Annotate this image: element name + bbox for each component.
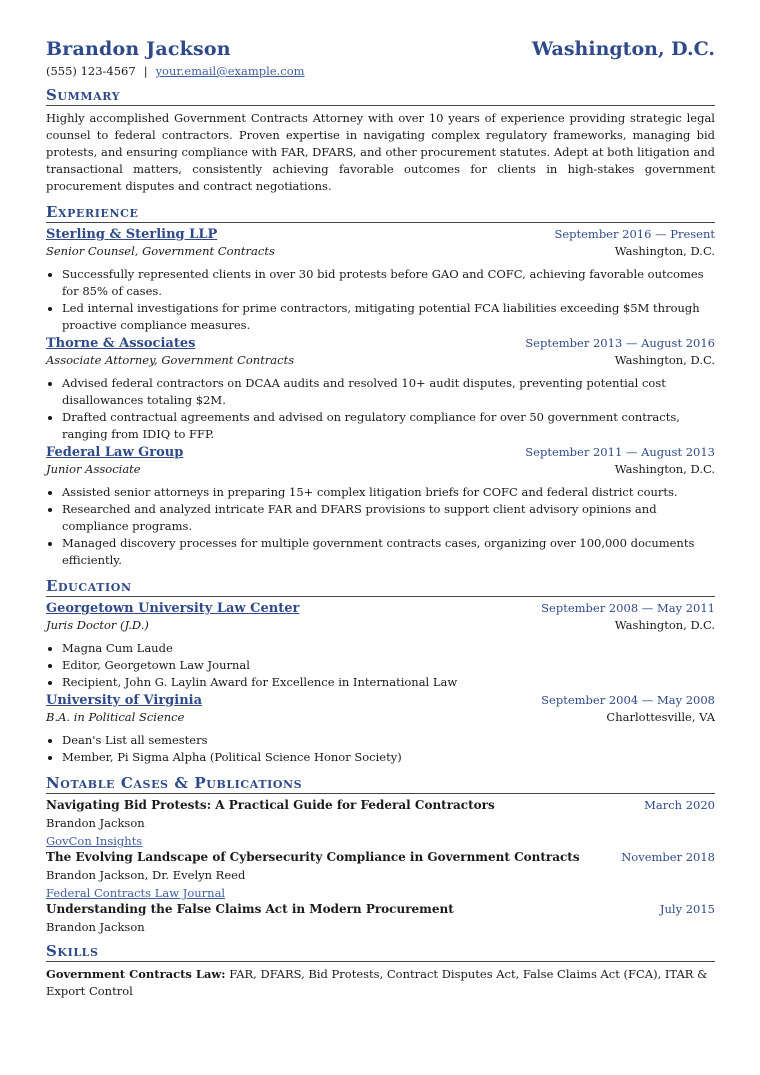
achievement-item: • Successfully represented clients in over 30 bid protests before GAO and COFC, achieving favorable outcomes for 85% of cases. <box>62 266 715 300</box>
school-location: Washington, D.C. <box>614 618 715 632</box>
job-location: Washington, D.C. <box>614 462 715 476</box>
section-title-skills: Skills <box>46 942 715 962</box>
section-title-education: Education <box>46 577 715 597</box>
honors-list <box>46 640 715 691</box>
achievement-list <box>46 375 715 443</box>
summary-text: Highly accomplished Government Contracts Attorney with over 10 years of experience providing strategic legal counsel to federal contractors. Proven expertise in navigating complex regulatory frameworks, managing bid protests, and ensuring compliance with FAR, DFARS, and other procurement statutes. Adept at both litigation and transactional matters, consistently achieving favorable outcomes for clients in high-stakes government procurement disputes and contract negotiations. <box>46 111 715 193</box>
experience-entry <box>46 336 715 443</box>
honor-item: • Dean's List all semesters <box>62 732 715 749</box>
publication-date: March 2020 <box>644 798 715 812</box>
skills-line <box>46 966 715 1000</box>
employment-dates: September 2013 — August 2016 <box>525 336 715 350</box>
experience-entry <box>46 445 715 569</box>
job-title: Senior Counsel, Government Contracts <box>46 244 275 258</box>
publication-title: Navigating Bid Protests: A Practical Guide for Federal Contractors <box>46 798 495 812</box>
publication-venue-link[interactable]: GovCon Insights <box>46 834 143 848</box>
candidate-name: Brandon Jackson <box>46 38 231 60</box>
achievement-item: • Advised federal contractors on DCAA audits and resolved 10+ audit disputes, preventing potential cost disallowances totaling $2M. <box>62 375 715 409</box>
publication-entry <box>46 798 715 848</box>
publications-section <box>46 774 715 934</box>
publication-entry <box>46 850 715 900</box>
school-location: Charlottesville, VA <box>606 710 715 724</box>
school-link[interactable]: Georgetown University Law Center <box>46 601 300 616</box>
education-section <box>46 577 715 766</box>
achievement-item: • Researched and analyzed intricate FAR and DFARS provisions to support client advisory opinions and compliance programs. <box>62 501 715 535</box>
education-entry <box>46 693 715 766</box>
skills-list: FAR, DFARS, Bid Protests, Contract Disputes Act, False Claims Act (FCA), ITAR & Export Control <box>46 967 708 998</box>
contact-line <box>46 64 715 78</box>
publication-title: Understanding the False Claims Act in Modern Procurement <box>46 902 454 916</box>
experience-entry <box>46 227 715 334</box>
achievement-item: • Assisted senior attorneys in preparing 15+ complex litigation briefs for COFC and federal district courts. <box>62 484 715 501</box>
honor-item: • Magna Cum Laude <box>62 640 715 657</box>
publication-entry <box>46 902 715 934</box>
degree: Juris Doctor (J.D.) <box>46 618 149 632</box>
publication-venue-link[interactable]: Federal Contracts Law Journal <box>46 886 226 900</box>
section-title-experience: Experience <box>46 203 715 223</box>
degree: B.A. in Political Science <box>46 710 185 724</box>
contact-separator: | <box>143 64 148 78</box>
experience-section <box>46 203 715 569</box>
skills-section <box>46 942 715 1000</box>
section-title-publications: Notable Cases & Publications <box>46 774 715 794</box>
school-link[interactable]: University of Virginia <box>46 693 203 708</box>
job-title: Associate Attorney, Government Contracts <box>46 353 295 367</box>
publication-date: July 2015 <box>659 902 715 916</box>
email-link[interactable]: your.email@example.com <box>155 64 305 78</box>
honors-list <box>46 732 715 766</box>
resume-header <box>46 38 715 60</box>
education-dates: September 2008 — May 2011 <box>541 601 715 615</box>
achievement-item: • Drafted contractual agreements and advised on regulatory compliance for over 50 government contracts, ranging from IDIQ to FFP. <box>62 409 715 443</box>
resume-page <box>46 38 715 1000</box>
achievement-item: • Led internal investigations for prime contractors, mitigating potential FCA liabilities exceeding $5M through proactive compliance measures. <box>62 300 715 334</box>
header-location: Washington, D.C. <box>531 38 715 60</box>
education-entry <box>46 601 715 691</box>
employer-link[interactable]: Federal Law Group <box>46 445 184 460</box>
job-location: Washington, D.C. <box>614 353 715 367</box>
honor-item: • Member, Pi Sigma Alpha (Political Science Honor Society) <box>62 749 715 766</box>
achievement-list <box>46 266 715 334</box>
employment-dates: September 2011 — August 2013 <box>525 445 715 459</box>
employment-dates: September 2016 — Present <box>554 227 715 241</box>
phone-number: (555) 123-4567 <box>46 64 136 78</box>
honor-item: • Recipient, John G. Laylin Award for Excellence in International Law <box>62 674 715 691</box>
employer-link[interactable]: Sterling & Sterling LLP <box>46 227 218 242</box>
achievement-list <box>46 484 715 569</box>
skills-category: Government Contracts Law: <box>46 967 226 981</box>
summary-section <box>46 86 715 195</box>
job-title: Junior Associate <box>46 462 141 476</box>
publication-authors: Brandon Jackson <box>46 816 145 830</box>
publication-authors: Brandon Jackson <box>46 920 145 934</box>
publication-authors: Brandon Jackson, Dr. Evelyn Reed <box>46 868 246 882</box>
job-location: Washington, D.C. <box>614 244 715 258</box>
education-dates: September 2004 — May 2008 <box>541 693 715 707</box>
section-title-summary: Summary <box>46 86 715 106</box>
publication-title: The Evolving Landscape of Cybersecurity Compliance in Government Contracts <box>46 850 580 864</box>
achievement-item: • Managed discovery processes for multiple government contracts cases, organizing over 100,000 documents efficiently. <box>62 535 715 569</box>
publication-date: November 2018 <box>621 850 715 864</box>
honor-item: • Editor, Georgetown Law Journal <box>62 657 715 674</box>
employer-link[interactable]: Thorne & Associates <box>46 336 196 351</box>
